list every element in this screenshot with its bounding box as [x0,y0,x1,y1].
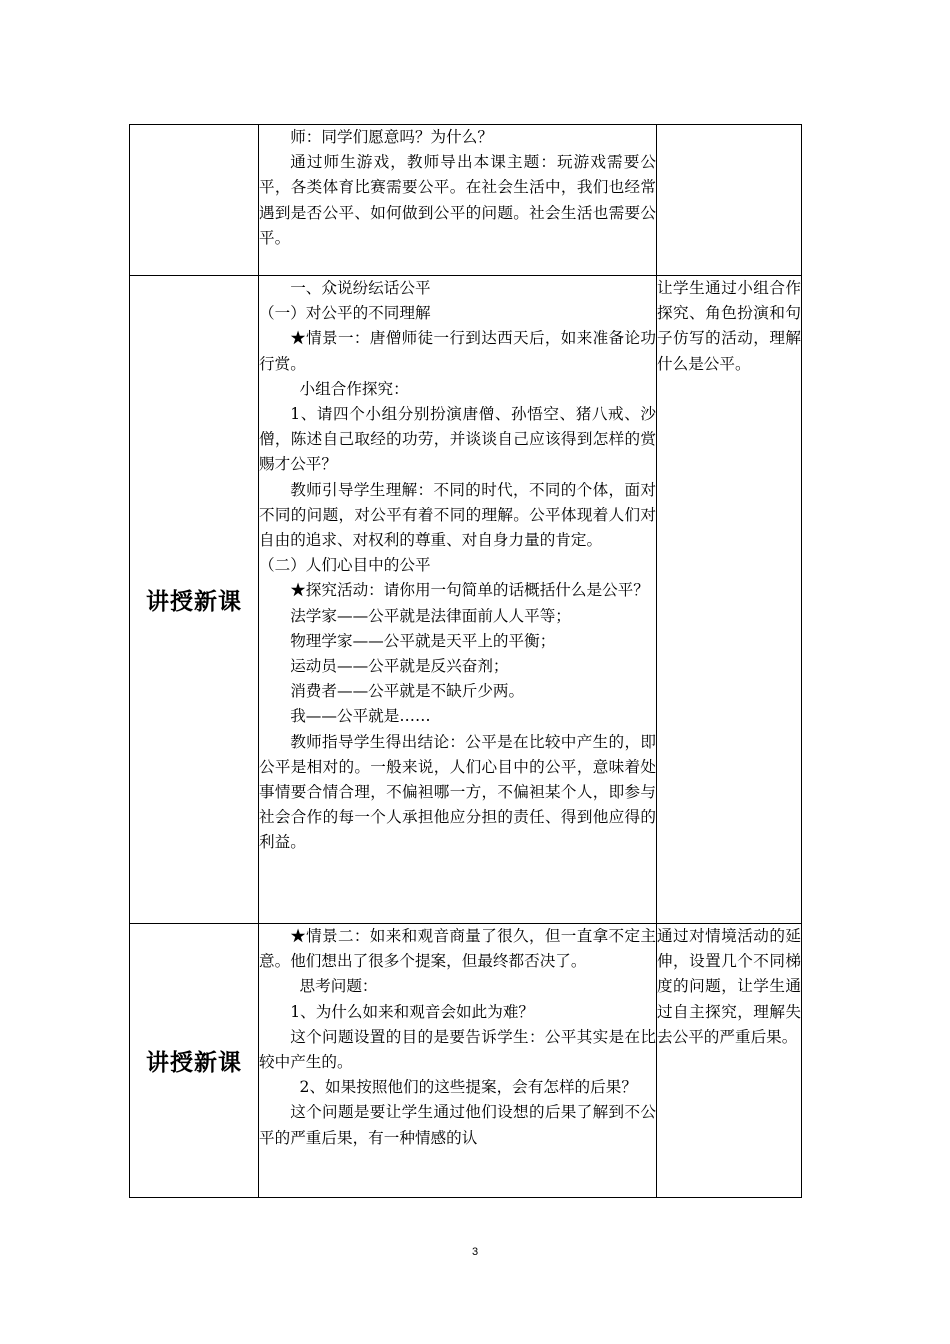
goal-cell [657,125,802,276]
paragraph: 思考问题： [299,977,378,996]
paragraph: 一、众说纷纭话公平 [290,279,431,297]
paragraph: ★探究活动：请你用一句简单的话概括什么是公平？ [290,581,649,600]
goal-text: 让学生通过小组合作探究、角色扮演和句子仿写的活动，理解什么是公平。 [657,279,801,373]
paragraph: 1、请四个小组分别扮演唐僧、孙悟空、猪八戒、沙僧，陈述自己取经的功劳，并谈谈自己应该得到怎样的赏赐才公平？ [259,405,656,474]
section-cell [130,125,259,276]
paragraph: 消费者——公平就是不缺斤少两。 [290,682,525,701]
paragraph: 1、为什么如来和观音会如此为难？ [290,1002,535,1021]
paragraph: 通过师生游戏，教师导出本课主题：玩游戏需要公平，各类体育比赛需要公平。在社会生活中，我们也经常遇到是否公平、如何做到公平的问题。社会生活也需要公平。 [259,153,656,247]
paragraph: ★情景一：唐僧师徒一行到达西天后，如来准备论功行赏。 [259,329,656,373]
table-row [130,125,802,276]
paragraph: 运动员——公平就是反兴奋剂； [290,657,509,676]
paragraph: 法学家——公平就是法律面前人人平等； [290,606,571,625]
content-cell [259,276,657,924]
paragraph: 教师指导学生得出结论：公平是在比较中产生的，即公平是相对的。一般来说，人们心目中的公平，意味着处事情要合情合理，不偏袒哪一方，不偏袒某个人，即参与社会合作的每一个人承担他应分担的责任、得到他应得的利益。 [259,732,656,852]
lesson-plan-table [129,124,802,1198]
paragraph: （二）人们心目中的公平 [259,556,431,575]
goal-text: 通过对情境活动的延伸，设置几个不同梯度的问题，让学生通过自主探究，理解失去公平的严重后果。 [657,927,801,1046]
goal-cell [657,276,802,924]
page-number: 3 [471,1246,479,1258]
paragraph: （一）对公平的不同理解 [259,304,431,323]
table-row [130,276,802,924]
goal-cell [657,924,802,1198]
paragraph: 物理学家——公平就是天平上的平衡； [290,631,556,650]
paragraph: 2、如果按照他们的这些提案，会有怎样的后果？ [299,1078,637,1097]
paragraph: 这个问题设置的目的是要告诉学生：公平其实是在比较中产生的。 [259,1027,656,1072]
content-cell [259,125,657,276]
section-cell: 讲授新课 [130,924,259,1198]
paragraph: 师：同学们愿意吗？为什么？ [290,128,493,146]
paragraph: ★情景二：如来和观音商量了很久，但一直拿不定主意。他们想出了很多个提案，但最终都否决了。 [259,927,656,971]
paragraph: 这个问题是要让学生通过他们设想的后果了解到不公平的严重后果，有一种情感的认 [259,1103,656,1147]
paragraph: 教师引导学生理解：不同的时代，不同的个体，面对不同的问题，对公平有着不同的理解。公平体现着人们对自由的追求、对权利的尊重、对自身力量的肯定。 [259,480,656,550]
content-cell [259,924,657,1198]
paragraph: 我——公平就是…… [290,707,431,726]
table-row [130,924,802,1198]
paragraph: 小组合作探究： [299,379,409,398]
section-cell: 讲授新课 [130,276,259,924]
